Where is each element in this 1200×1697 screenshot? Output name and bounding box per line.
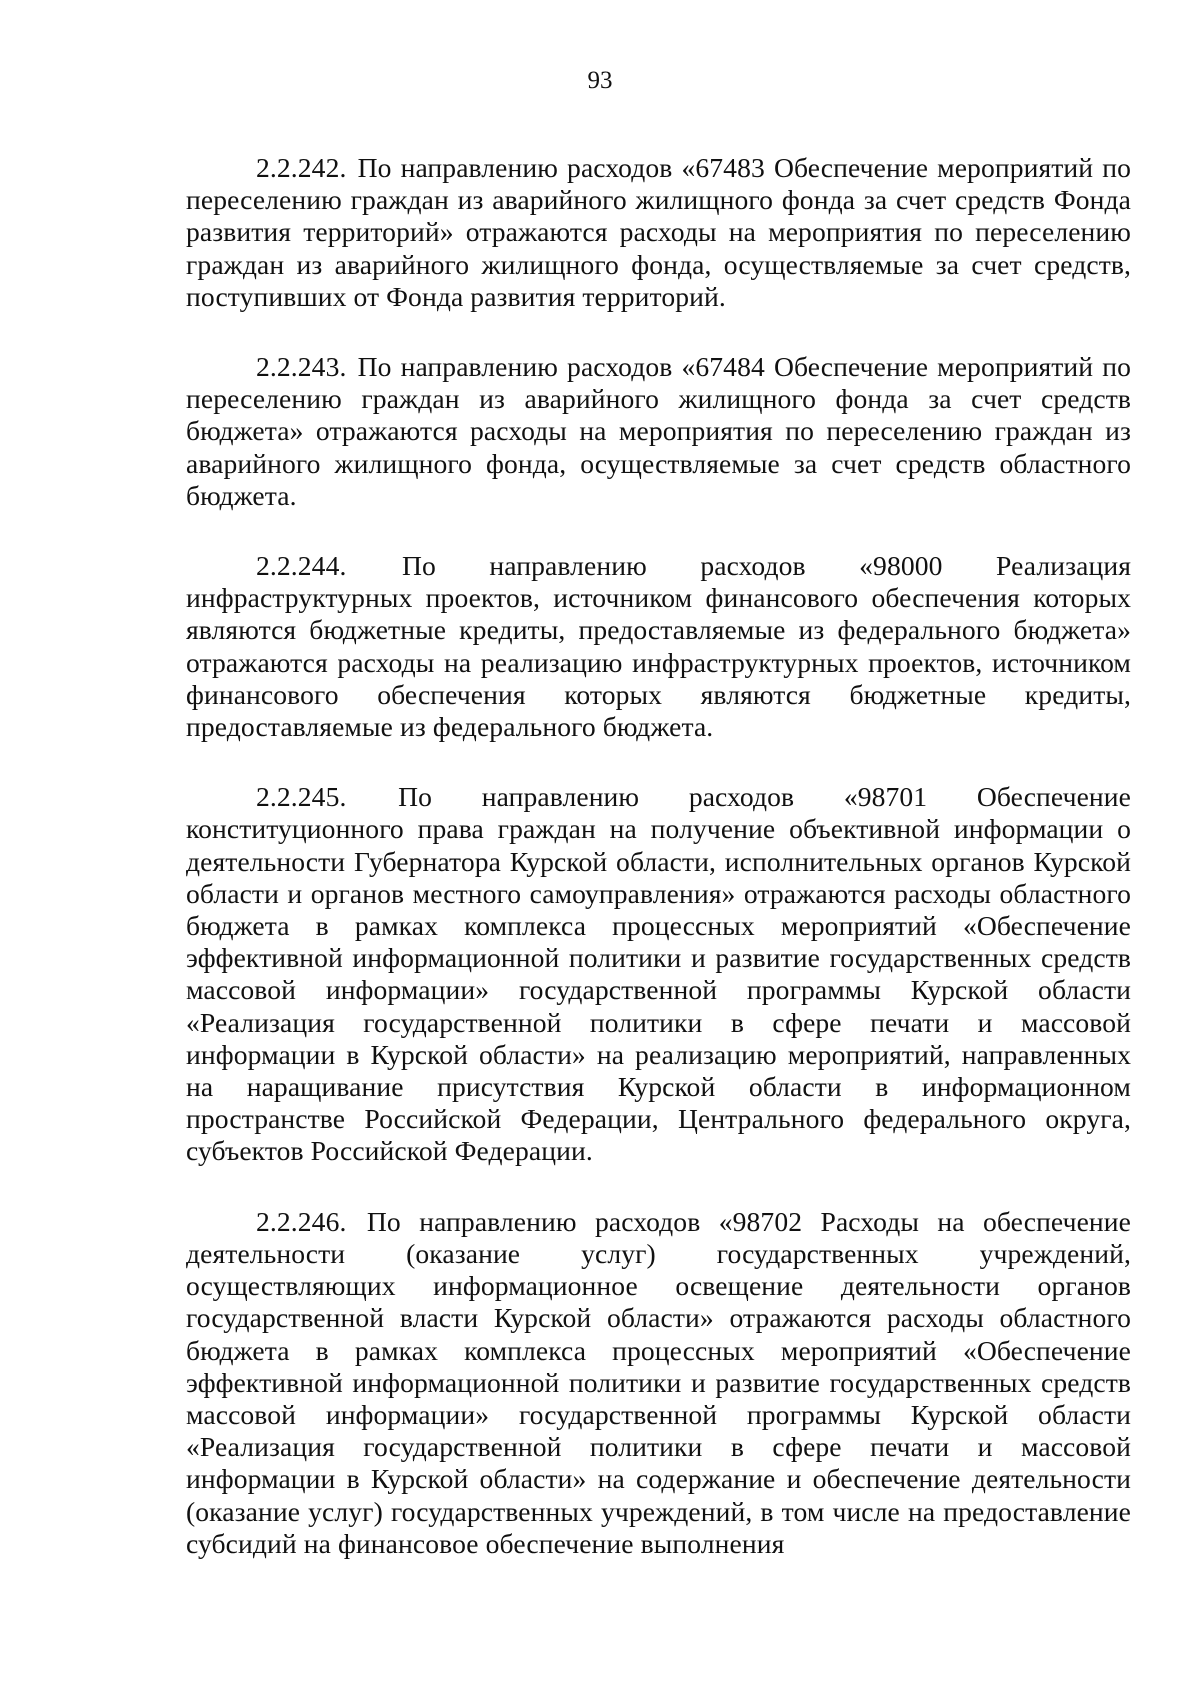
paragraph-2-2-242 [186,152,1131,313]
paragraph-2-2-246 [186,1206,1131,1560]
paragraph-number: 2.2.242. [256,152,347,183]
paragraph-number: 2.2.246. [256,1205,347,1237]
paragraph-text: По направлению расходов «67483 Обеспечение мероприятий по переселению граждан из аварийного жилищного фонда за счет средств Фонда развития территорий» отражаются расходы на мероприятия по переселению граждан из аварийного жилищного фонда, осуществляемые за счет средств, поступивших от Фонда развития территорий. [186,152,1132,312]
paragraph-2-2-243 [186,351,1131,512]
paragraph-text: По направлению расходов «67484 Обеспечение мероприятий по переселению граждан из аварийного жилищного фонда за счет средств бюджета» отражаются расходы на мероприятия по переселению граждан из аварийного жилищного фонда, осуществляемые за счет средств областного бюджета. [186,351,1132,511]
page-number: 93 [587,67,613,94]
paragraph-2-2-244 [186,550,1131,743]
paragraph-text: По направлению расходов «98702 Расходы на обеспечение деятельности (оказание услуг) государственных учреждений, осуществляющих информационное освещение деятельности органов государственной власти Курской области» отражаются расходы областного бюджета в рамках комплекса процессных мероприятий «Обеспечение эффективной информационной политики и развитие государственных средств массовой информации» государственной программы Курской области «Реализация государственной политики в сфере печати и массовой информации в Курской области» на содержание и обеспечение деятельности (оказание услуг) государственных учреждений, в том числе на предоставление субсидий на финансовое обеспечение выполнения [186,1205,1131,1559]
paragraph-text: По направлению расходов «98701 Обеспечение конституционного права граждан на получение объективной информации о деятельности Губернатора Курской области, исполнительных органов Курской области и органов местного самоуправления» отражаются расходы областного бюджета в рамках комплекса процессных мероприятий «Обеспечение эффективной информационной политики и развитие государственных средств массовой информации» государственной программы Курской области «Реализация государственной политики в сфере печати и массовой информации в Курской области» на реализацию мероприятий, направленных на наращивание присутствия Курской области в информационном пространстве Российской Федерации, Центрального федерального округа, субъектов Российской Федерации. [186,781,1131,1167]
paragraph-2-2-245 [186,781,1131,1167]
document-body [186,152,1131,1598]
paragraph-number: 2.2.245. [256,781,347,813]
paragraph-number: 2.2.244. [256,550,347,582]
paragraph-text: По направлению расходов «98000 Реализация инфраструктурных проектов, источником финансового обеспечения которых являются бюджетные кредиты, предоставляемые из федерального бюджета» отражаются расходы на реализацию инфраструктурных проектов, источником финансового обеспечения которых являются бюджетные кредиты, предоставляемые из федерального бюджета. [186,550,1132,743]
paragraph-number: 2.2.243. [256,351,347,383]
